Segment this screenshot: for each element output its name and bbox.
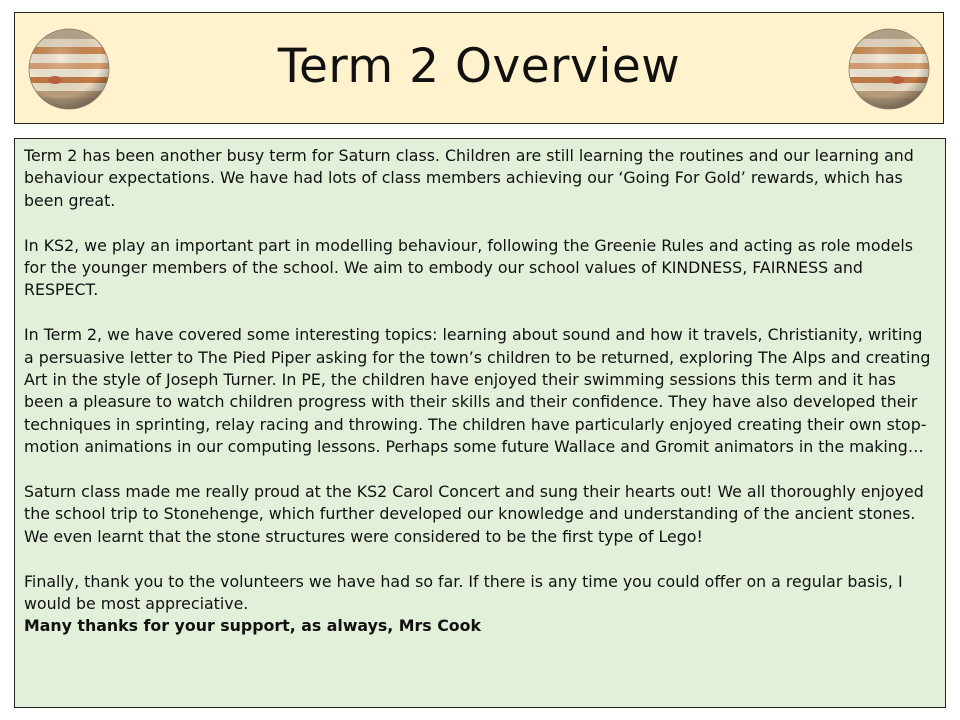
paragraph-intro: Term 2 has been another busy term for Saturn class. Children are still learning the routines and our learning and behaviour expectations. We have had lots of class members achieving our ‘Going For Gold’ rewards, which has been great.	[24, 146, 914, 210]
paragraph-topics: In Term 2, we have covered some interesting topics: learning about sound and how it travels, Christianity, writing a persuasive letter to The Pied Piper asking for the town’s children to be returned, exploring The Alps and creating Art in the style of Joseph Turner. In PE, the children have enjoyed their swimming sessions this term and it has been a pleasure to watch children progress with their skills and their confidence. They have also developed their techniques in sprinting, relay racing and throwing. The children have particularly enjoyed creating their own stop-motion animations in our computing lessons. Perhaps some future Wallace and Gromit animators in the making…	[24, 325, 931, 457]
paragraph-ks2-behaviour: In KS2, we play an important part in modelling behaviour, following the Greenie Rules and acting as role models for the younger members of the school. We aim to embody our school values of KINDNESS, FAIRNESS and RESPECT.	[24, 235, 913, 300]
paragraph-events: Saturn class made me really proud at the KS2 Carol Concert and sung their hearts out! We all thoroughly enjoyed the school trip to Stonehenge, which further developed our knowledge and understanding of the ancient stones. We even learnt that the stone structures were considered to be the first type of Lego!	[24, 482, 924, 546]
paragraph-volunteers: Finally, thank you to the volunteers we have had so far. If there is any time you could offer on a regular basis, I would be most appreciative.	[24, 571, 903, 614]
overview-text-box	[14, 138, 946, 708]
signoff: Many thanks for your support, as always, Mrs Cook	[24, 616, 482, 636]
jupiter-planet-icon	[847, 27, 931, 111]
page-title: Term 2 Overview	[277, 39, 681, 94]
title-banner	[14, 12, 944, 124]
